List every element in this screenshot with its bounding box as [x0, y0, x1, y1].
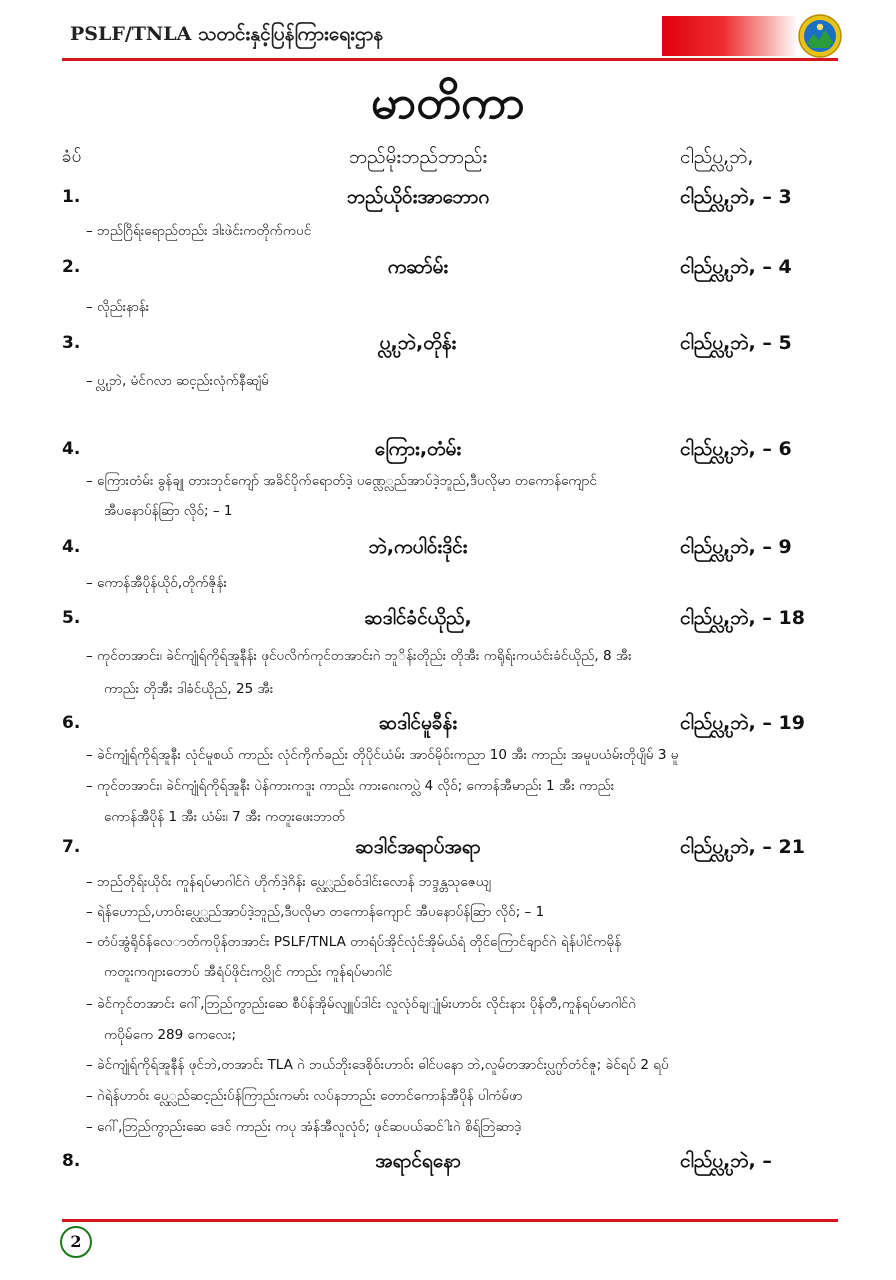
toc-subitem: – ကောန်အီပိုန်ယိုဝ်,တိုက်ဇိုန်း [86, 575, 227, 591]
toc-entry-number: 8. [62, 1151, 81, 1171]
toc-subitem: – ကုင်တအာင်း၊ ခဲင်ကျုံရ်ကိုရ်အူနီး ပဲန်ကားကဒူး ကာည်း ကားဂေးကပ္လဲ 4 လိုဝ်; ကောန်အီမာည်း 1 အီး ကာည်း [86, 778, 615, 794]
page-header [0, 0, 896, 62]
toc-entry-title: ကဆာ်မ်း [387, 256, 449, 278]
toc-entry-title: ဘဲ,ကပါဝ်းဒိုင်း [368, 536, 468, 558]
toc-header-page: ငါည်ပ္လ္ပ,ဘဲ, [680, 146, 754, 168]
page-number: 2 [60, 1226, 92, 1258]
toc-subitem: အီပနောပ်န်ဆြာ လိုဝ်; – 1 [104, 503, 233, 519]
toc-entry [0, 434, 896, 464]
header-divider [62, 58, 838, 61]
toc-entry-number: 3. [62, 333, 81, 353]
toc-entry-title: ပ္လ္ပ,ဘဲ,တိုန်း [379, 332, 457, 354]
toc-entry [0, 328, 896, 358]
toc-subitem: – ကြေားတံမ်း ခွန်ချု တားဘုင်ကျော် အခိင်ပိုက်ရောတ်ဒဲ့ ပဏ္လေ္လည်အာပ်ဒဲ့ဘူည်,ဒီပလိုမာ တကောန်ကျောင် [86, 473, 597, 489]
toc-subitem: – ဂဲရဲန်ဟာဝ်း ပ္လေ္လည်ဆင့ည်းပ်န်ကြာည်းကမာ်း လပ်နဘာည်း တောင်ကောန်အီပိုန် ပါကံမ်ဖာ [86, 1088, 523, 1104]
toc-subitem: – ဘည်ဂြိရ်းရောည်တည်း ဒါးဖဲင်းကတိုက်ကပင် [86, 223, 312, 239]
toc-entry [0, 603, 896, 633]
toc-entry-page: ငါည်ပ္လ္ပ,ဘဲ, – 5 [680, 332, 792, 354]
toc-subitem: – ပ္လ္ပ,ဘဲ, မံင်ဂလာ ဆင့ည်းလုံက်နီဆျံမ် [86, 373, 269, 389]
toc-subitem: – တံပ်အွံရိုဝ်န်လေ‌ာတ်ကပိုန်တအာင်း PSLF/TNLA တာရံပ်အိုင်လုံင်အိုမ်ယ်ရံ တိုင်ကြောင်ချာင်ဂဲ ရဲန်ပါင်ကမိုန် [86, 934, 622, 950]
toc-entry-page: ငါည်ပ္လ္ပ,ဘဲ, – 9 [680, 536, 792, 558]
toc-entry-title: ဆဒါင်မူခီန်း [378, 712, 458, 734]
toc-subitem: – ခဲင်ကျုံရ်ကိုရ်အူနီန် ဖုင်ဘဲ,တအာင်း TLA ဂဲ ဘယ်ဘိုးဒေစိုဝ်းဟာဝ်း ဓါင်ပနော ဘဲ,လူမ်တအာင်းပ္လ္ပက်တံင်ဇူ; ခဲင်ရပ် 2 ရပ် [86, 1057, 669, 1073]
toc-entry-title: အရာင်ရနော [375, 1150, 461, 1172]
toc-entry [0, 708, 896, 738]
toc-subitem: – ဘည်တိုရ်းယိုဝ်း ကူန်ရပ်မာဂါင်ဂဲ ဟိုက်ဒဲ့ဂိန်း ပ္လေ္လည်စဝ်ဒါင်းလောန် ဘဒ္ဒန္တသုဇေယျ [86, 874, 491, 890]
toc-entry [0, 182, 896, 212]
toc-entry-title: ဆဒါင်ခံင်ယိုည်, [364, 607, 472, 629]
toc-entry-number: 7. [62, 837, 81, 857]
organization-emblem-icon [798, 14, 842, 58]
toc-subitem: – ဂေါ်,ဘြည်ကွာည်းဆေ ဒေင် ကာည်း ကပု အံန်အီလူလုံဝ်; ဖုင်ဆပယ်ဆင်ါးဂဲ စိရ်ဘြဲဆာဒဲ့ [86, 1119, 522, 1135]
toc-entry-number: 2. [62, 257, 81, 277]
header-title: PSLF/TNLA သတင်းနှင့်ပြန်ကြားရေးဌာန [70, 23, 384, 45]
toc-entry-page: ငါည်ပ္လ္ပ,ဘဲ, – 21 [680, 836, 805, 858]
toc-entry-title: ဘည်ယိုဝ်းအာဘောဂ [346, 186, 490, 208]
toc-subitem: – လိုည်းနာန်း [86, 299, 150, 315]
toc-entry-number: 5. [62, 608, 81, 628]
toc-entry [0, 1146, 896, 1176]
toc-entry [0, 832, 896, 862]
toc-entry-number: 1. [62, 187, 81, 207]
toc-entry-page: ငါည်ပ္လ္ပ,ဘဲ, – 3 [680, 186, 792, 208]
toc-header-title: ဘည်မိုးဘည်ဘာည်း [348, 146, 488, 168]
toc-header-row [0, 142, 896, 172]
toc-subitem: ကာည်း တိုအီး ဒါခံင်ယိုည်, 25 အီး [104, 681, 274, 697]
toc-entry [0, 532, 896, 562]
toc-subitem: ကတူးကဂျားတောပ် အီရံပ်ဖိုင်းကပ္လိုင် ကာည်း ကူန်ရပ်မာဂါင် [104, 964, 393, 980]
toc-subitem: – ခဲင်ကျုံရ်ကိုရ်အူနီး လုံင်မူစယ် ကာည်း လုံင်ကိုက်ခည်း တိုပိုင်ယံမ်း အာဝ်မိုဝ်းကညာ 10 အီး ကာည်း အမူပယံမ်းတိုပျိမ် 3 မူ [86, 747, 679, 763]
toc-entry-page: ငါည်ပ္လ္ပ,ဘဲ, – 4 [680, 256, 792, 278]
toc-entry [0, 252, 896, 282]
toc-subitem: – ကုင်တအာင်း၊ ခဲင်ကျုံရ်ကိုရ်အူနီန်း ဖုင်ပလိက်ကုင်တအာင်းဂဲ ဘူိန်းတိုည်း တိုအီး ကရိုရ်းကယံင်းခံင်ယိုည်, 8 အီး [86, 648, 632, 664]
toc-entry-page: ငါည်ပ္လ္ပ,ဘဲ, – 18 [680, 607, 805, 629]
toc-subitem: – ရဲန်ဟောည်,ဟာဝ်းပ္လေ္လည်အာပ်ဒဲ့ဘူည်,ဒီပလိုမာ တကောန်ကျောင် အီပနောပ်န်ဆြာ လိုဝ်; – 1 [86, 904, 545, 920]
footer-divider [62, 1219, 838, 1222]
header-color-band [662, 16, 798, 56]
toc-header-number: ခံပ် [62, 147, 82, 167]
toc-subitem: – ခဲင်ကုင်တအာင်း ဂေါ်,ဘြည်ကွာည်းဆေ စီပ်န်အိုမ်လျူပ်ဒါင်း လူလုံဝ်ချျုံမ်းဟာဝ်း လိုင်းနား ပိုန်တီ,ကူန်ရပ်မာဂါင်ဂဲ [86, 996, 636, 1012]
toc-entry-page: ငါည်ပ္လ္ပ,ဘဲ, – [680, 1150, 772, 1172]
toc-subitem: ကပိုမ်ကေ 289 ကေလေး; [104, 1027, 237, 1043]
toc-entry-number: 6. [62, 713, 81, 733]
toc-entry-number: 4. [62, 439, 81, 459]
toc-subitem: ကောန်အီပိုန် 1 အီး ယံမ်း၊ 7 အီး ကတူးဖေးဘာတ် [104, 809, 346, 825]
toc-entry-page: ငါည်ပ္လ္ပ,ဘဲ, – 19 [680, 712, 805, 734]
toc-entry-title: ဆဒါင်အရာပ်အရာ [355, 836, 481, 858]
toc-entry-title: ကြေား,တံမ်း [374, 438, 462, 460]
toc-entry-number: 4. [62, 537, 81, 557]
page-title: မာတိကာ [371, 75, 525, 129]
toc-entry-page: ငါည်ပ္လ္ပ,ဘဲ, – 6 [680, 438, 792, 460]
